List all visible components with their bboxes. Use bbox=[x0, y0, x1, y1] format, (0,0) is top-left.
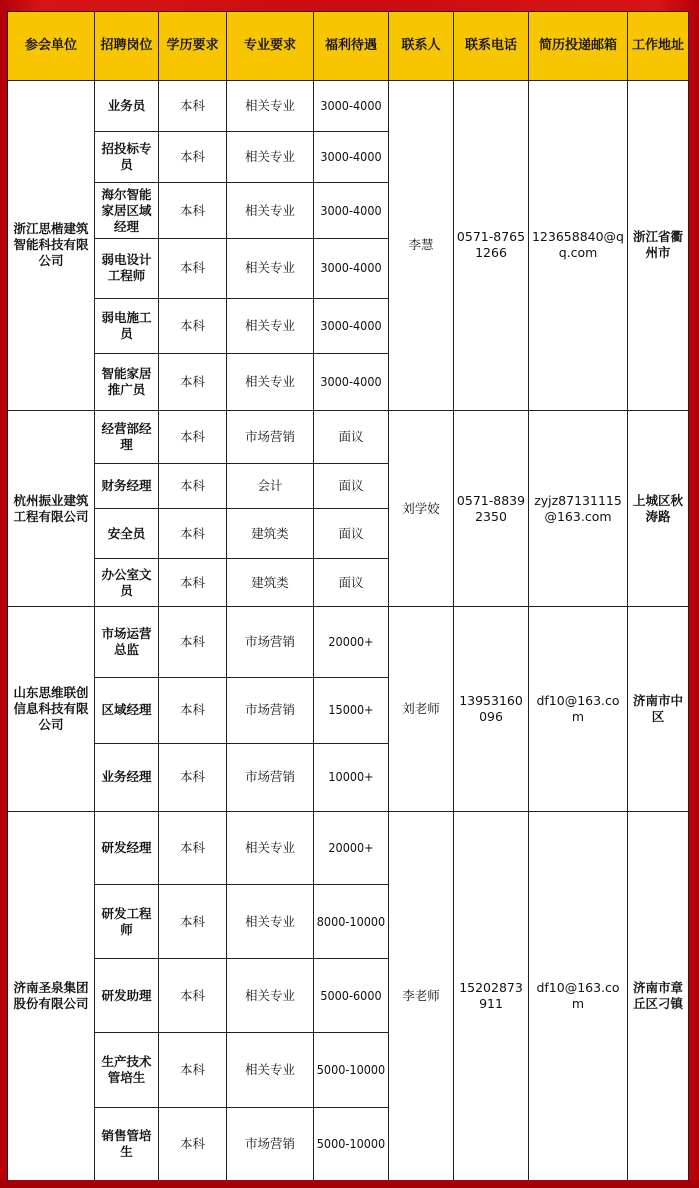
job-salary: 3000-4000 bbox=[314, 353, 389, 410]
job-major: 相关专业 bbox=[227, 239, 314, 298]
bottom-border-strip bbox=[0, 1180, 699, 1188]
header-salary: 福利待遇 bbox=[314, 12, 389, 81]
job-major: 会计 bbox=[227, 463, 314, 508]
job-education: 本科 bbox=[159, 559, 227, 607]
job-major: 相关专业 bbox=[227, 353, 314, 410]
job-major: 相关专业 bbox=[227, 298, 314, 353]
job-major: 相关专业 bbox=[227, 811, 314, 884]
job-education: 本科 bbox=[159, 298, 227, 353]
header-row bbox=[8, 12, 689, 81]
job-position: 弱电设计工程师 bbox=[95, 239, 159, 298]
job-education: 本科 bbox=[159, 1033, 227, 1107]
job-education: 本科 bbox=[159, 132, 227, 183]
work-address: 济南市中区 bbox=[628, 607, 689, 812]
resume-email: df10@163.com bbox=[529, 607, 628, 812]
company-name: 浙江思楷建筑智能科技有限公司 bbox=[8, 81, 95, 411]
header-phone: 联系电话 bbox=[454, 12, 529, 81]
job-position: 市场运营总监 bbox=[95, 607, 159, 677]
company-name: 杭州振业建筑工程有限公司 bbox=[8, 410, 95, 607]
job-education: 本科 bbox=[159, 811, 227, 884]
contact-person: 李慧 bbox=[389, 81, 454, 411]
job-salary: 面议 bbox=[314, 463, 389, 508]
resume-email: zyjz87131115@163.com bbox=[529, 410, 628, 607]
job-salary: 3000-4000 bbox=[314, 81, 389, 132]
job-education: 本科 bbox=[159, 959, 227, 1033]
job-salary: 20000+ bbox=[314, 811, 389, 884]
job-major: 相关专业 bbox=[227, 959, 314, 1033]
header-education: 学历要求 bbox=[159, 12, 227, 81]
job-education: 本科 bbox=[159, 410, 227, 463]
job-major: 相关专业 bbox=[227, 81, 314, 132]
table-row bbox=[8, 607, 689, 677]
job-major: 建筑类 bbox=[227, 559, 314, 607]
header-position: 招聘岗位 bbox=[95, 12, 159, 81]
job-position: 区域经理 bbox=[95, 677, 159, 743]
job-salary: 8000-10000 bbox=[314, 885, 389, 959]
job-position: 经营部经理 bbox=[95, 410, 159, 463]
header-email: 简历投递邮箱 bbox=[529, 12, 628, 81]
job-education: 本科 bbox=[159, 677, 227, 743]
contact-person: 刘老师 bbox=[389, 607, 454, 812]
job-position: 研发工程师 bbox=[95, 885, 159, 959]
job-major: 市场营销 bbox=[227, 677, 314, 743]
job-salary: 3000-4000 bbox=[314, 183, 389, 239]
job-salary: 20000+ bbox=[314, 607, 389, 677]
job-education: 本科 bbox=[159, 885, 227, 959]
job-position: 办公室文员 bbox=[95, 559, 159, 607]
job-salary: 3000-4000 bbox=[314, 298, 389, 353]
work-address: 上城区秋涛路 bbox=[628, 410, 689, 607]
resume-email: 123658840@qq.com bbox=[529, 81, 628, 411]
job-major: 市场营销 bbox=[227, 410, 314, 463]
job-major: 建筑类 bbox=[227, 509, 314, 559]
job-position: 销售管培生 bbox=[95, 1107, 159, 1180]
job-education: 本科 bbox=[159, 353, 227, 410]
job-position: 智能家居推广员 bbox=[95, 353, 159, 410]
job-major: 相关专业 bbox=[227, 1033, 314, 1107]
job-position: 研发助理 bbox=[95, 959, 159, 1033]
job-education: 本科 bbox=[159, 183, 227, 239]
job-education: 本科 bbox=[159, 239, 227, 298]
job-position: 海尔智能家居区域经理 bbox=[95, 183, 159, 239]
resume-email: df10@163.com bbox=[529, 811, 628, 1180]
contact-person: 李老师 bbox=[389, 811, 454, 1180]
job-salary: 面议 bbox=[314, 509, 389, 559]
job-salary: 5000-6000 bbox=[314, 959, 389, 1033]
header-major: 专业要求 bbox=[227, 12, 314, 81]
recruitment-table bbox=[7, 11, 689, 1181]
job-salary: 5000-10000 bbox=[314, 1107, 389, 1180]
job-position: 生产技术管培生 bbox=[95, 1033, 159, 1107]
job-salary: 3000-4000 bbox=[314, 239, 389, 298]
job-education: 本科 bbox=[159, 509, 227, 559]
job-major: 市场营销 bbox=[227, 1107, 314, 1180]
contact-phone: 0571-88392350 bbox=[454, 410, 529, 607]
job-position: 业务经理 bbox=[95, 743, 159, 811]
job-education: 本科 bbox=[159, 463, 227, 508]
job-education: 本科 bbox=[159, 607, 227, 677]
table-row bbox=[8, 410, 689, 463]
job-salary: 面议 bbox=[314, 410, 389, 463]
job-major: 相关专业 bbox=[227, 183, 314, 239]
table-row bbox=[8, 811, 689, 884]
job-position: 财务经理 bbox=[95, 463, 159, 508]
job-salary: 面议 bbox=[314, 559, 389, 607]
job-education: 本科 bbox=[159, 1107, 227, 1180]
job-education: 本科 bbox=[159, 81, 227, 132]
header-address: 工作地址 bbox=[628, 12, 689, 81]
header-contact: 联系人 bbox=[389, 12, 454, 81]
company-name: 山东思维联创信息科技有限公司 bbox=[8, 607, 95, 812]
job-major: 市场营销 bbox=[227, 607, 314, 677]
header-company: 参会单位 bbox=[8, 12, 95, 81]
job-major: 相关专业 bbox=[227, 885, 314, 959]
job-salary: 10000+ bbox=[314, 743, 389, 811]
job-major: 市场营销 bbox=[227, 743, 314, 811]
contact-person: 刘学姣 bbox=[389, 410, 454, 607]
job-position: 弱电施工员 bbox=[95, 298, 159, 353]
contact-phone: 15202873911 bbox=[454, 811, 529, 1180]
job-salary: 3000-4000 bbox=[314, 132, 389, 183]
contact-phone: 0571-87651266 bbox=[454, 81, 529, 411]
job-position: 招投标专员 bbox=[95, 132, 159, 183]
company-name: 济南圣泉集团股份有限公司 bbox=[8, 811, 95, 1180]
job-major: 相关专业 bbox=[227, 132, 314, 183]
contact-phone: 13953160096 bbox=[454, 607, 529, 812]
job-salary: 15000+ bbox=[314, 677, 389, 743]
job-position: 安全员 bbox=[95, 509, 159, 559]
work-address: 浙江省衢州市 bbox=[628, 81, 689, 411]
job-education: 本科 bbox=[159, 743, 227, 811]
job-salary: 5000-10000 bbox=[314, 1033, 389, 1107]
table-row bbox=[8, 81, 689, 132]
job-position: 研发经理 bbox=[95, 811, 159, 884]
job-position: 业务员 bbox=[95, 81, 159, 132]
work-address: 济南市章丘区刁镇 bbox=[628, 811, 689, 1180]
